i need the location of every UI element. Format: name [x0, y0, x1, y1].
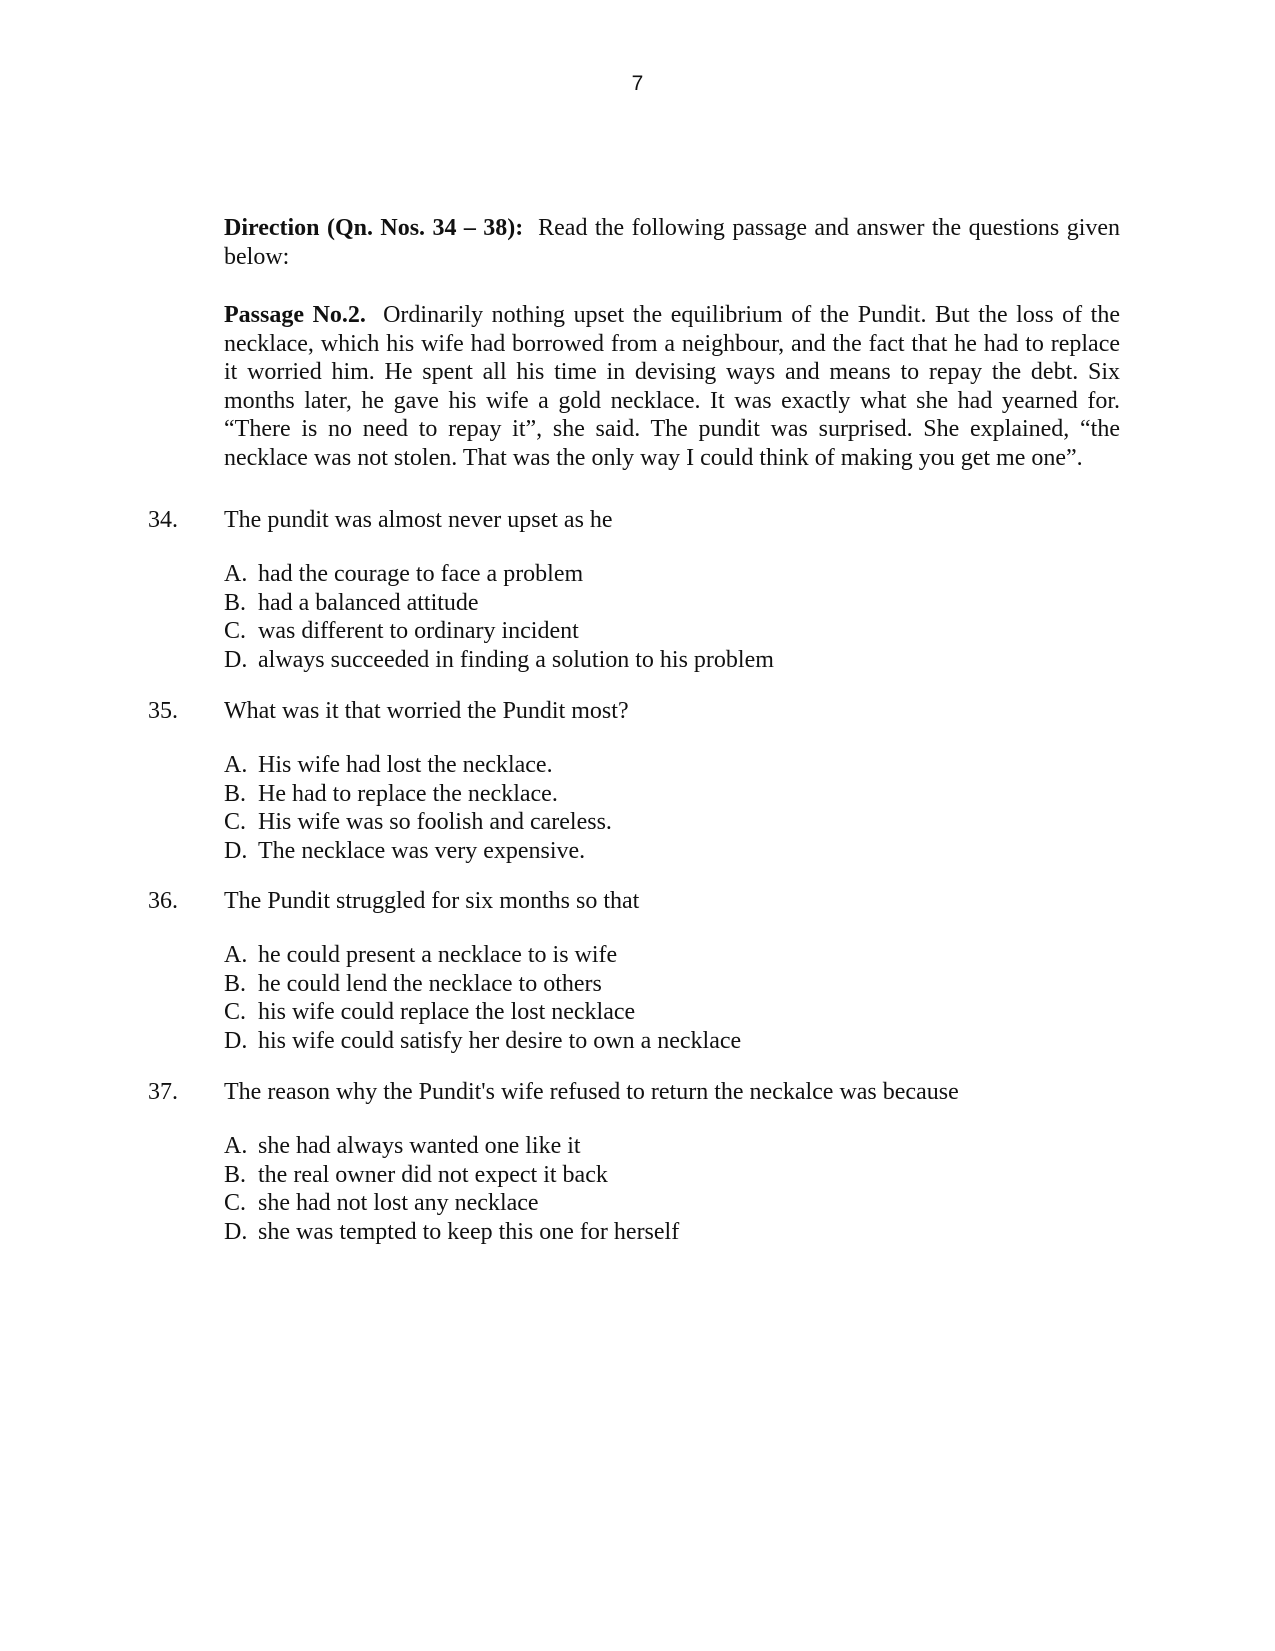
answer-options	[224, 1132, 679, 1246]
question-number: 35.	[148, 698, 178, 724]
answer-option	[224, 998, 741, 1027]
option-letter: B.	[224, 1161, 247, 1188]
option-letter: C.	[224, 809, 247, 836]
option-text: always succeeded in finding a solution to his problem	[258, 646, 774, 673]
answer-options	[224, 941, 741, 1055]
answer-option	[224, 1027, 741, 1056]
direction-label: Direction (Qn. Nos. 34 – 38):	[224, 215, 524, 241]
question-text: What was it that worried the Pundit most?	[224, 698, 629, 724]
question-number: 34.	[148, 507, 178, 533]
option-letter: D.	[224, 1027, 248, 1054]
option-letter: A.	[224, 1133, 248, 1159]
option-letter: C.	[224, 999, 247, 1026]
option-letter: C.	[224, 1190, 247, 1217]
question-number: 37.	[148, 1079, 178, 1105]
option-text: was different to ordinary incident	[258, 618, 579, 645]
passage-label: Passage No.2.	[224, 302, 366, 328]
option-letter: D.	[224, 646, 248, 673]
option-text: had a balanced attitude	[258, 589, 479, 616]
option-text: she was tempted to keep this one for herself	[258, 1218, 680, 1245]
option-text: she had not lost any necklace	[258, 1190, 539, 1217]
option-text: she had always wanted one like it	[258, 1133, 581, 1159]
answer-option	[224, 1161, 679, 1190]
answer-option	[224, 751, 612, 780]
answer-option	[224, 589, 774, 618]
page-number: 7	[631, 72, 644, 95]
option-text: His wife was so foolish and careless.	[258, 809, 612, 836]
option-text: he could lend the necklace to others	[258, 970, 602, 997]
option-text: his wife could satisfy her desire to own a necklace	[258, 1027, 742, 1054]
reading-passage	[224, 301, 1120, 473]
answer-option	[224, 837, 612, 866]
answer-option	[224, 780, 612, 809]
option-text: He had to replace the necklace.	[258, 780, 558, 807]
option-letter: A.	[224, 752, 248, 778]
direction-instructions	[224, 214, 1120, 271]
option-letter: D.	[224, 837, 248, 864]
option-letter: B.	[224, 970, 247, 997]
option-letter: A.	[224, 561, 248, 587]
answer-option	[224, 1218, 679, 1247]
option-letter: B.	[224, 589, 247, 616]
answer-options	[224, 751, 612, 865]
question-text: The Pundit struggled for six months so that	[224, 888, 640, 914]
direction-text: Read the following passage and answer the questions given below:	[224, 215, 1121, 270]
option-text: His wife had lost the necklace.	[258, 752, 553, 778]
question-text: The pundit was almost never upset as he	[224, 507, 613, 533]
answer-option	[224, 808, 612, 837]
option-letter: C.	[224, 618, 247, 645]
answer-option	[224, 970, 741, 999]
option-letter: B.	[224, 780, 247, 807]
question-text: The reason why the Pundit's wife refused to return the neckalce was because	[224, 1079, 959, 1105]
answer-option	[224, 617, 774, 646]
passage-text: Ordinarily nothing upset the equilibrium of the Pundit. But the loss of the necklace, which his wife had borrowed from a neighbour, and the fact that he had to replace it worried him. He spent all his time in devising ways and means to repay the debt. Six months later, he gave his wife a gold necklace. It was exactly what she had yearned for. “There is no need to repay it”, she said. The pundit was surprised. She explained, “the necklace was not stolen. That was the only way I could think of making you get me one”.	[224, 302, 1121, 471]
answer-option	[224, 1189, 679, 1218]
answer-option	[224, 646, 774, 675]
question-number: 36.	[148, 888, 178, 914]
option-text: his wife could replace the lost necklace	[258, 999, 636, 1026]
answer-option	[224, 560, 774, 589]
option-text: the real owner did not expect it back	[258, 1161, 608, 1188]
answer-option	[224, 1132, 679, 1161]
option-text: The necklace was very expensive.	[258, 837, 586, 864]
option-text: had the courage to face a problem	[258, 561, 584, 587]
option-text: he could present a necklace to is wife	[258, 942, 618, 968]
answer-option	[224, 941, 741, 970]
option-letter: D.	[224, 1218, 248, 1245]
option-letter: A.	[224, 942, 248, 968]
answer-options	[224, 560, 774, 674]
